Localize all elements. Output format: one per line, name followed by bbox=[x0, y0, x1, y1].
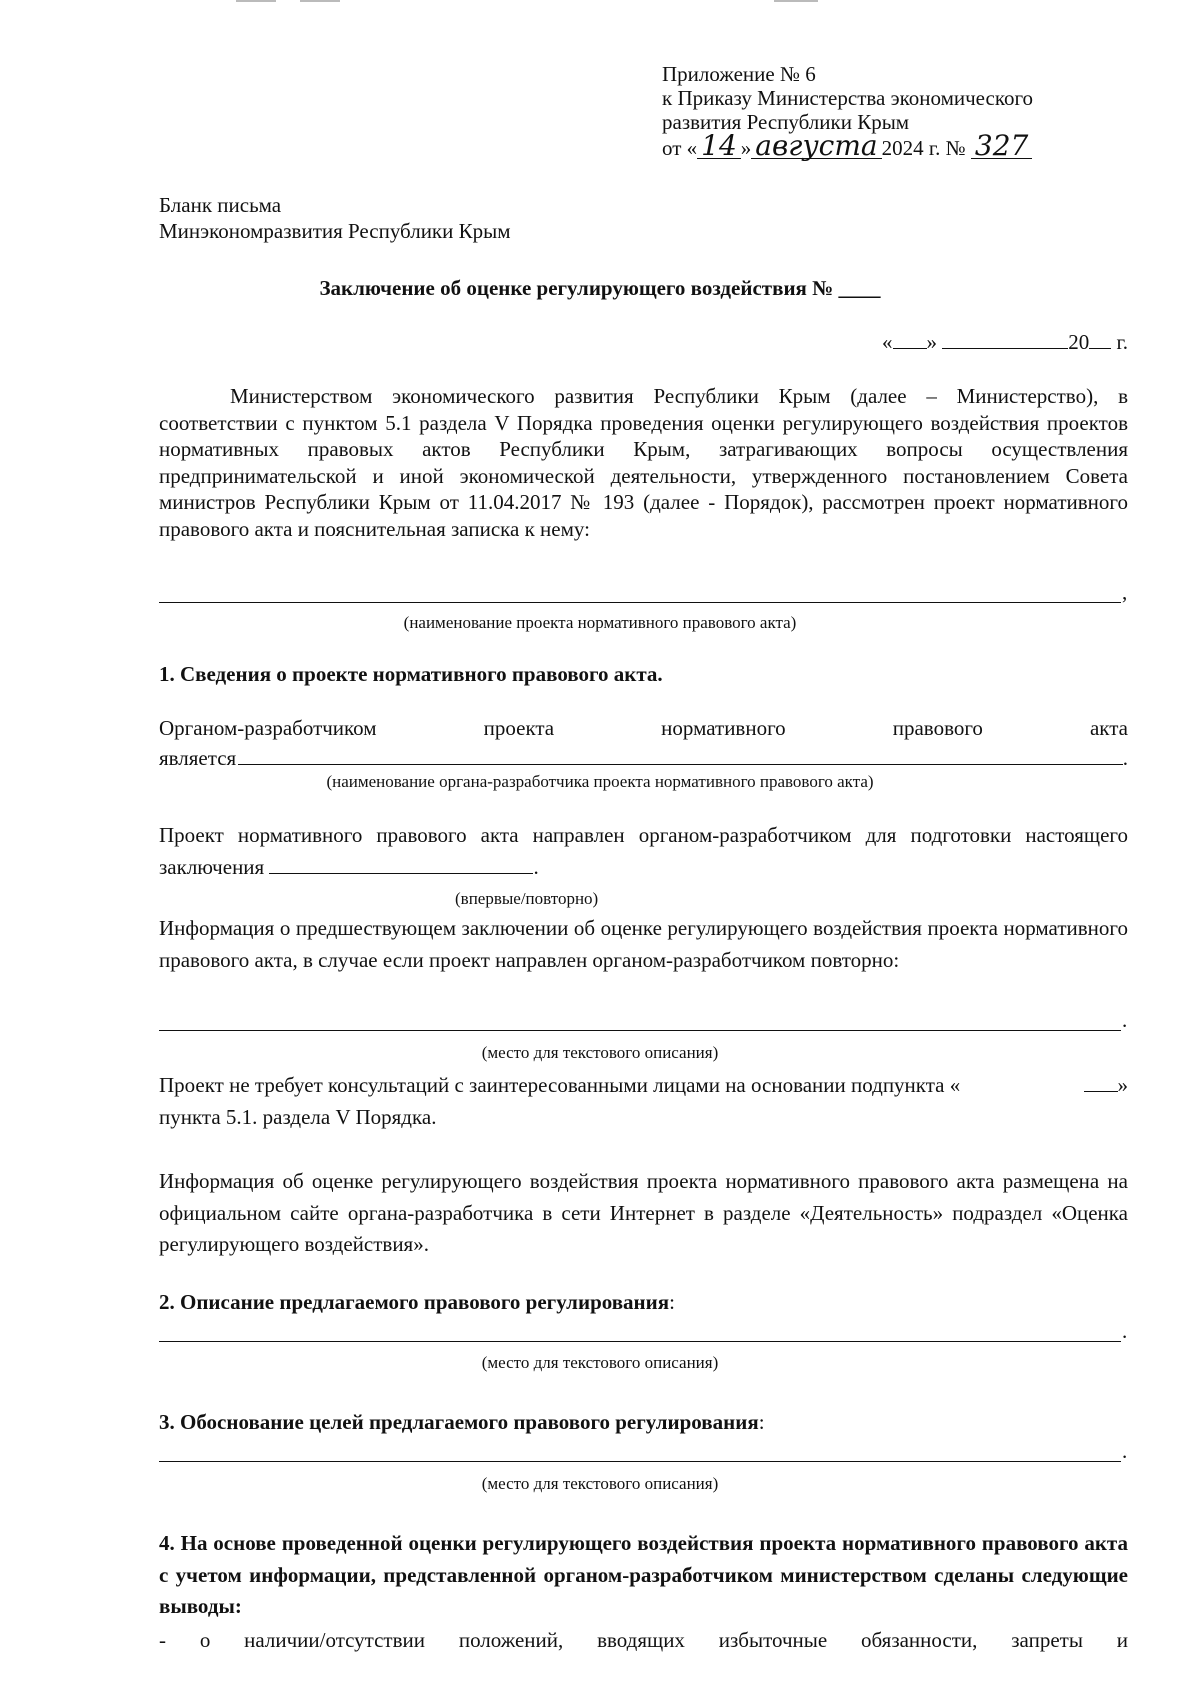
no-consult-paragraph bbox=[159, 1069, 1128, 1133]
date-close-quote: » bbox=[926, 330, 937, 354]
word: акта bbox=[1089, 716, 1128, 740]
subpoint-field bbox=[1084, 1069, 1129, 1101]
letterhead-line-1: Бланк письма bbox=[159, 193, 282, 217]
period: . bbox=[533, 854, 539, 879]
year-blank bbox=[1089, 330, 1111, 349]
scan-mark bbox=[300, 0, 340, 2]
no-consult-line-1 bbox=[159, 1069, 1128, 1101]
section-3-line bbox=[159, 1461, 1121, 1462]
handwritten-day: 14 bbox=[697, 134, 741, 159]
letterhead-line-2: Минэкономразвития Республики Крым bbox=[159, 219, 511, 243]
period: . bbox=[1122, 1008, 1128, 1032]
caption-text-description: (место для текстового описания) bbox=[481, 1043, 719, 1062]
handwritten-order-number: 327 bbox=[971, 134, 1032, 159]
close-quote: » bbox=[1117, 1073, 1128, 1097]
caption-developer-name: (наименование органа-разработчика проекта нормативного правового акта) bbox=[326, 772, 874, 791]
word: Органом-разработчиком bbox=[159, 716, 377, 740]
day-blank bbox=[893, 330, 927, 349]
appendix-line-2: к Приказу Министерства экономического bbox=[662, 86, 1034, 110]
developer-blank bbox=[238, 744, 1123, 765]
section-4-heading: 4. На основе проведенной оценки регулирующего воздействия проекта нормативного правового акта с учетом информации, представленной органом-разработчиком министерством сделаны следующие выводы: bbox=[159, 1531, 1128, 1618]
appendix-line-1: Приложение № 6 bbox=[662, 62, 816, 86]
appendix-line-3: развития Республики Крым bbox=[662, 110, 910, 134]
date-open-quote: « bbox=[882, 330, 893, 354]
appendix-block bbox=[662, 62, 1033, 160]
section-1-heading: 1. Сведения о проекте нормативного правового акта. bbox=[159, 662, 663, 686]
no-consult-line-2: пункта 5.1. раздела V Порядка. bbox=[159, 1105, 437, 1129]
document-title: Заключение об оценке регулирующего воздействия № ____ bbox=[319, 276, 881, 300]
date-field bbox=[882, 330, 1128, 355]
project-name-line bbox=[159, 602, 1121, 603]
colon: : bbox=[758, 1410, 765, 1434]
caption-project-name: (наименование проекта нормативного правового акта) bbox=[403, 613, 797, 632]
previous-info-line bbox=[159, 1030, 1121, 1031]
section-2-line bbox=[159, 1341, 1121, 1342]
scan-mark bbox=[774, 0, 818, 2]
no-consult-text: Проект не требует консультаций с заинтересованными лицами на основании подпункта « bbox=[159, 1073, 961, 1097]
developer-line bbox=[159, 716, 1128, 741]
sent-paragraph bbox=[159, 820, 1128, 883]
intro-paragraph: Министерством экономического развития Республики Крым (далее – Министерство), в соответствии с пунктом 5.1 раздела V Порядка проведения оценки регулирующего воздействия проектов нормативных правовых актов Республики Крым, затрагивающих вопросы осуществления предпринимательской и иной экономической деятельности, утвержденного постановлением Совета министров Республики Крым от 11.04.2017 № 193 (далее - Порядок), рассмотрен проект нормативного правового акта и пояснительная записка к нему: bbox=[159, 384, 1128, 541]
appendix-date-line bbox=[662, 129, 1033, 162]
period: . bbox=[1122, 1439, 1128, 1463]
year-century: 20 bbox=[1068, 330, 1090, 354]
section-3-heading-text: 3. Обоснование целей предлагаемого правового регулирования bbox=[159, 1410, 759, 1434]
date-year: 2024 г. № bbox=[881, 136, 966, 160]
word: проекта bbox=[483, 716, 555, 740]
period: . bbox=[1122, 746, 1128, 770]
comma: , bbox=[1122, 580, 1128, 604]
caption-text-description: (место для текстового описания) bbox=[481, 1474, 719, 1493]
sent-text: Проект нормативного правового акта направлен органом-разработчиком для подготовки настоящего заключения bbox=[159, 823, 1128, 879]
section-3-heading bbox=[159, 1410, 765, 1435]
subpoint-blank bbox=[1084, 1073, 1118, 1092]
first-repeat-blank bbox=[269, 855, 533, 874]
section-4-item-1: - о наличии/отсутствии положений, вводящих избыточные обязанности, запреты и bbox=[159, 1628, 1128, 1652]
date-prefix: от « bbox=[662, 136, 698, 160]
date-mid: » bbox=[740, 136, 752, 160]
caption-first-repeat: (впервые/повторно) bbox=[455, 889, 599, 908]
developer-fill-line bbox=[159, 744, 1128, 771]
year-suffix: г. bbox=[1116, 330, 1128, 354]
caption-text-description: (место для текстового описания) bbox=[481, 1353, 719, 1372]
previous-info-paragraph: Информация о предшествующем заключении об оценке регулирующего воздействия проекта нормативного правового акта, в случае если проект направлен органом-разработчиком повторно: bbox=[159, 916, 1128, 972]
month-blank bbox=[942, 330, 1068, 349]
word: нормативного bbox=[661, 716, 786, 740]
handwritten-month: августа bbox=[751, 134, 881, 159]
section-2-heading-text: 2. Описание предлагаемого правового регулирования bbox=[159, 1290, 670, 1314]
period: . bbox=[1122, 1319, 1128, 1343]
section-2-heading bbox=[159, 1290, 675, 1315]
colon: : bbox=[669, 1290, 675, 1314]
word: правового bbox=[892, 716, 983, 740]
letterhead bbox=[159, 192, 511, 244]
posted-info-paragraph: Информация об оценке регулирующего воздействия проекта нормативного правового акта размещена на официальном сайте органа-разработчика в сети Интернет в разделе «Деятельность» подраздел «Оценка регулирующего воздействия». bbox=[159, 1169, 1128, 1256]
developer-is: является bbox=[159, 746, 237, 770]
scan-mark bbox=[236, 0, 276, 2]
